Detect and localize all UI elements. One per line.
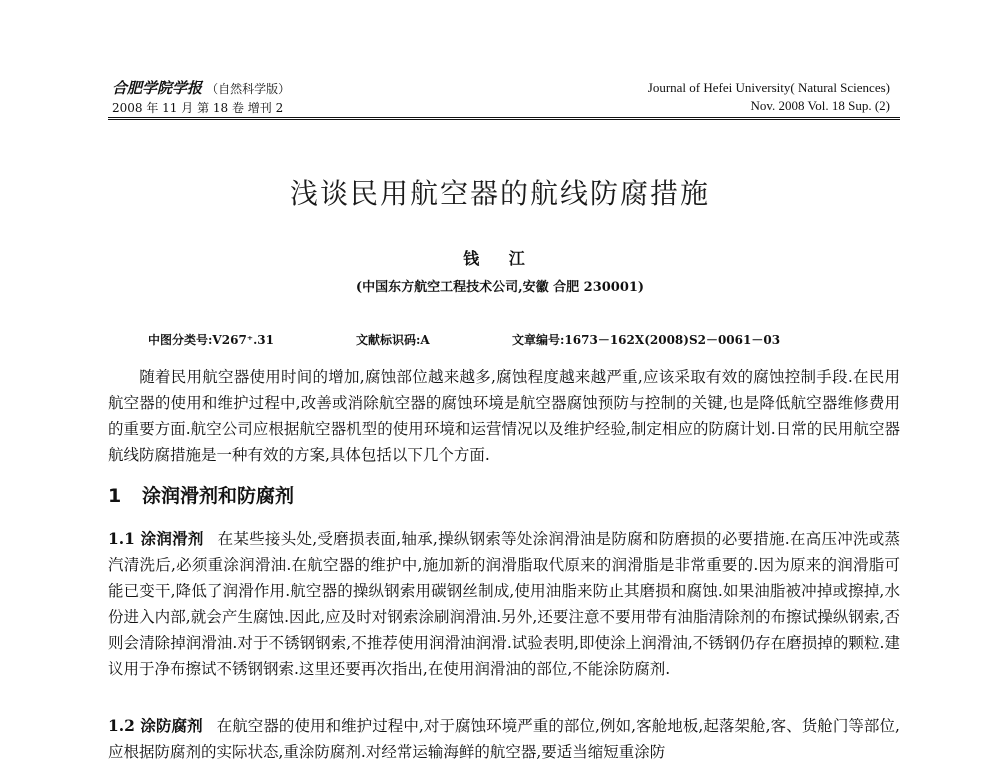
author-affiliation: (中国东方航空工程技术公司,安徽 合肥 230001) bbox=[355, 280, 645, 295]
classification-number: 中图分类号:V267⁺.31 bbox=[148, 333, 275, 347]
article-title: 浅谈民用航空器的航线防腐措施 bbox=[289, 177, 710, 210]
journal-header-left bbox=[112, 79, 290, 117]
section-1-heading bbox=[108, 481, 294, 508]
subsection-1-1 bbox=[108, 526, 900, 682]
document-code: 文献标识码:A bbox=[356, 333, 430, 347]
issue-info-en: Nov. 2008 Vol. 18 Sup. (2) bbox=[750, 98, 890, 113]
subsection-1-2-text: 在航空器的使用和维护过程中,对于腐蚀环境严重的部位,例如,客舱地板,起落架舱,客、货舱门等部位,应根据防腐剂的实际状态,重涂防腐剂.对经常运输海鲜的航空器,要适当缩短重涂防 bbox=[108, 717, 900, 761]
subsection-1-2-heading: 1.2 涂防腐剂 bbox=[108, 716, 203, 735]
intro-paragraph bbox=[108, 364, 900, 468]
journal-header-right bbox=[648, 79, 890, 115]
section-1-number: 1 bbox=[108, 485, 122, 507]
intro-text: 随着民用航空器使用时间的增加,腐蚀部位越来越多,腐蚀程度越来越严重,应该采取有效的腐蚀控制手段.在民用航空器的使用和维护过程中,改善或消除航空器的腐蚀环境是航空器腐蚀预防与控制的关键,也是降低航空器维修费用的重要方面.航空公司应根据航空器机型的使用环境和运营情况以及维护经验,制定相应的防腐计划.日常的民用航空器航线防腐措施是一种有效的方案,具体包括以下几个方面. bbox=[108, 368, 900, 464]
header-rule-secondary bbox=[108, 119, 900, 120]
header-rule bbox=[108, 117, 900, 118]
section-1-title: 涂润滑剂和防腐剂 bbox=[142, 485, 295, 507]
journal-subtitle-cn: （自然科学版） bbox=[206, 82, 291, 96]
subsection-1-2 bbox=[108, 713, 900, 765]
journal-name-en: Journal of Hefei University( Natural Sciences) bbox=[647, 80, 890, 95]
journal-name-cn: 合肥学院学报 bbox=[112, 79, 203, 97]
subsection-1-1-heading: 1.1 涂润滑剂 bbox=[108, 529, 204, 548]
author-name: 钱 江 bbox=[463, 249, 537, 268]
article-number: 文章编号:1673－162X(2008)S2－0061－03 bbox=[512, 333, 781, 347]
subsection-1-1-text: 在某些接头处,受磨损表面,轴承,操纵钢索等处涂润滑油是防腐和防磨损的必要措施.在高压冲洗或蒸汽清洗后,必须重涂润滑油.在航空器的维护中,施加新的润滑脂取代原来的润滑脂是非常重要的.因为原来的润滑脂可能已变干,降低了润滑作用.航空器的操纵钢索用碳钢丝制成,使用油脂来防止其磨损和腐蚀.如果油脂被冲掉或擦掉,水份进入内部,就会产生腐蚀.因此,应及时对钢索涂刷润滑油.另外,还要注意不要用带有油脂清除剂的布擦试操纵钢索,否则会清除掉润滑油.对于不锈钢钢索,不推荐使用润滑油润滑.试验表明,即使涂上润滑油,不锈钢仍存在磨损掉的颗粒.建议用于净布擦试不锈钢钢索.这里还要再次指出,在使用润滑油的部位,不能涂防腐剂. bbox=[108, 530, 900, 678]
issue-info-cn: 2008 年 11 月 第 18 卷 增刊 2 bbox=[112, 101, 284, 115]
